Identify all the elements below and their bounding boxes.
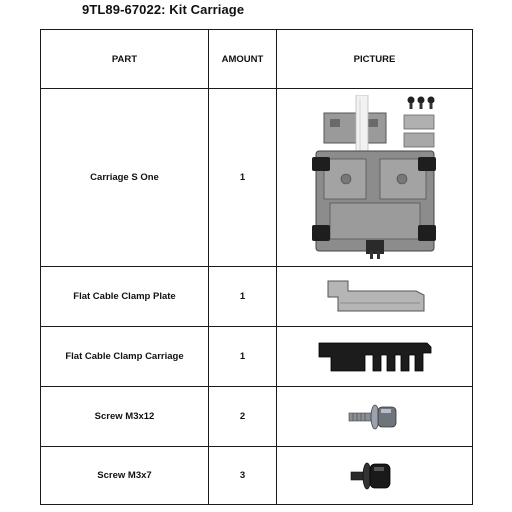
carriage-assembly-image [310,95,440,260]
parts-table [40,29,473,505]
part-name: Carriage S One [41,89,209,267]
part-amount: 2 [209,387,277,447]
table-row [41,89,473,267]
part-picture [277,89,473,267]
part-picture [277,267,473,327]
page-title: 9TL89-67022: Kit Carriage [82,2,245,17]
table-row [41,387,473,447]
header-part: PART [41,30,209,89]
part-name: Flat Cable Clamp Carriage [41,327,209,387]
part-name: Screw M3x7 [41,447,209,505]
part-picture [277,447,473,505]
part-picture [277,387,473,447]
table-header-row [41,30,473,89]
screw-long-image [345,397,405,437]
part-name: Screw M3x12 [41,387,209,447]
part-name: Flat Cable Clamp Plate [41,267,209,327]
part-amount: 3 [209,447,277,505]
part-amount: 1 [209,89,277,267]
table-row [41,447,473,505]
clamp-plate-image [320,277,430,317]
part-amount: 1 [209,267,277,327]
screw-short-image [345,456,405,496]
header-amount: AMOUNT [209,30,277,89]
table-row [41,267,473,327]
part-amount: 1 [209,327,277,387]
table-row [41,327,473,387]
clamp-carriage-image [315,337,435,377]
header-picture: PICTURE [277,30,473,89]
part-picture [277,327,473,387]
